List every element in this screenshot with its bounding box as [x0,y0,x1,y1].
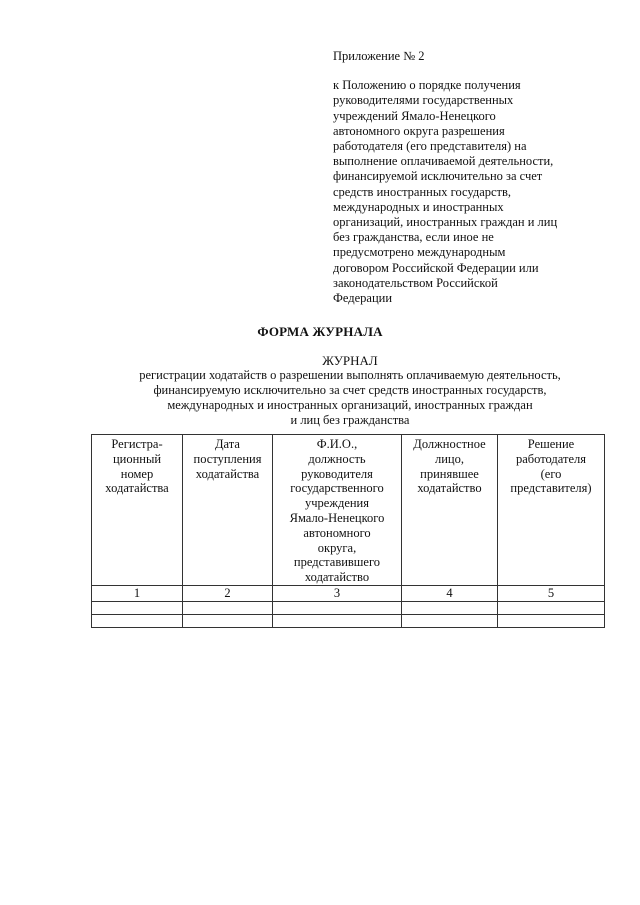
empty-cell [183,614,273,627]
header-text-line: руководителя [301,466,373,481]
header-text-line: автономного [303,525,371,540]
header-text-line: округа, [317,540,357,555]
journal-heading [80,353,620,428]
column-header-employer-decision [498,435,605,586]
header-text-line: представившего [293,555,381,570]
journal-table [91,434,605,628]
empty-cell [498,601,605,614]
empty-cell [92,601,183,614]
appendix-line: средств иностранных государств, [333,184,512,199]
header-text-line: ходатайство [304,570,370,585]
column-number: 3 [273,585,402,601]
appendix-line: работодателя (его представителя) на [333,139,527,154]
table-row [92,601,605,614]
appendix-line: без гражданства, если иное не [333,230,494,245]
appendix-line: договором Российской Федерации или [333,260,539,275]
form-title: ФОРМА ЖУРНАЛА [257,324,383,339]
journal-subtitle-line: международных и иностранных организаций, иностранных граждан [167,398,533,412]
journal-subtitle-line: и лиц без гражданства [290,413,410,427]
header-text-line: должность [308,451,366,466]
header-text-line: представителя) [510,481,592,496]
appendix-line: выполнение оплачиваемой деятельности, [333,154,554,169]
column-number-row [92,585,605,601]
column-header-registration-number [92,435,183,586]
appendix-line: предусмотрено международным [333,245,506,260]
empty-cell [92,614,183,627]
header-text-line: учреждения [304,496,369,511]
table-header-row [92,435,605,586]
column-number: 1 [92,585,183,601]
appendix-line: Федерации [333,291,393,306]
appendix-line: международных и иностранных [333,199,504,214]
header-text-line: принявшее [420,466,479,481]
journal-subtitle-line: регистрации ходатайств о разрешении выполнять оплачиваемую деятельность, [139,368,561,382]
header-text-line: поступления [193,451,262,466]
empty-cell [273,601,402,614]
appendix-reference [333,78,603,306]
header-text-line: ходатайства [105,481,169,496]
header-text-line: Должностное [413,437,486,451]
header-text-line: (его [540,466,562,481]
header-text-line: ходатайства [195,466,260,481]
appendix-line: законодательством Российской [333,275,498,290]
appendix-line: организаций, иностранных граждан и лиц [333,215,558,230]
appendix-title: Приложение № 2 [333,49,425,63]
empty-cell [273,614,402,627]
column-number: 2 [183,585,273,601]
column-header-official [402,435,498,586]
appendix-block [333,49,603,306]
column-header-applicant [273,435,402,586]
appendix-line: финансируемой исключительно за счет [333,169,543,184]
empty-cell [183,601,273,614]
appendix-line: автономного округа разрешения [333,123,505,138]
appendix-line: руководителями государственных [333,93,514,108]
journal-subtitle-line: финансируемую исключительно за счет средств иностранных государств, [153,383,547,397]
header-text-line: Дата [215,437,240,451]
header-text-line: Ф.И.О., [316,437,358,451]
column-number: 5 [498,585,605,601]
empty-cell [402,614,498,627]
header-text-line: ходатайство [417,481,482,496]
header-text-line: Решение [527,437,575,451]
journal-title: ЖУРНАЛ [322,353,378,368]
header-text-line: Ямало-Ненецкого [289,510,385,525]
header-text-line: номер [120,466,154,481]
header-text-line: ционный [112,451,162,466]
header-text-line: Регистра- [111,437,163,451]
table-row [92,614,605,627]
empty-cell [402,601,498,614]
empty-cell [498,614,605,627]
header-text-line: государственного [290,481,384,496]
header-text-line: работодателя [515,451,586,466]
appendix-line: учреждений Ямало-Ненецкого [333,108,496,123]
column-header-receipt-date [183,435,273,586]
column-number: 4 [402,585,498,601]
appendix-line: к Положению о порядке получения [333,78,521,93]
header-text-line: лицо, [435,451,464,466]
